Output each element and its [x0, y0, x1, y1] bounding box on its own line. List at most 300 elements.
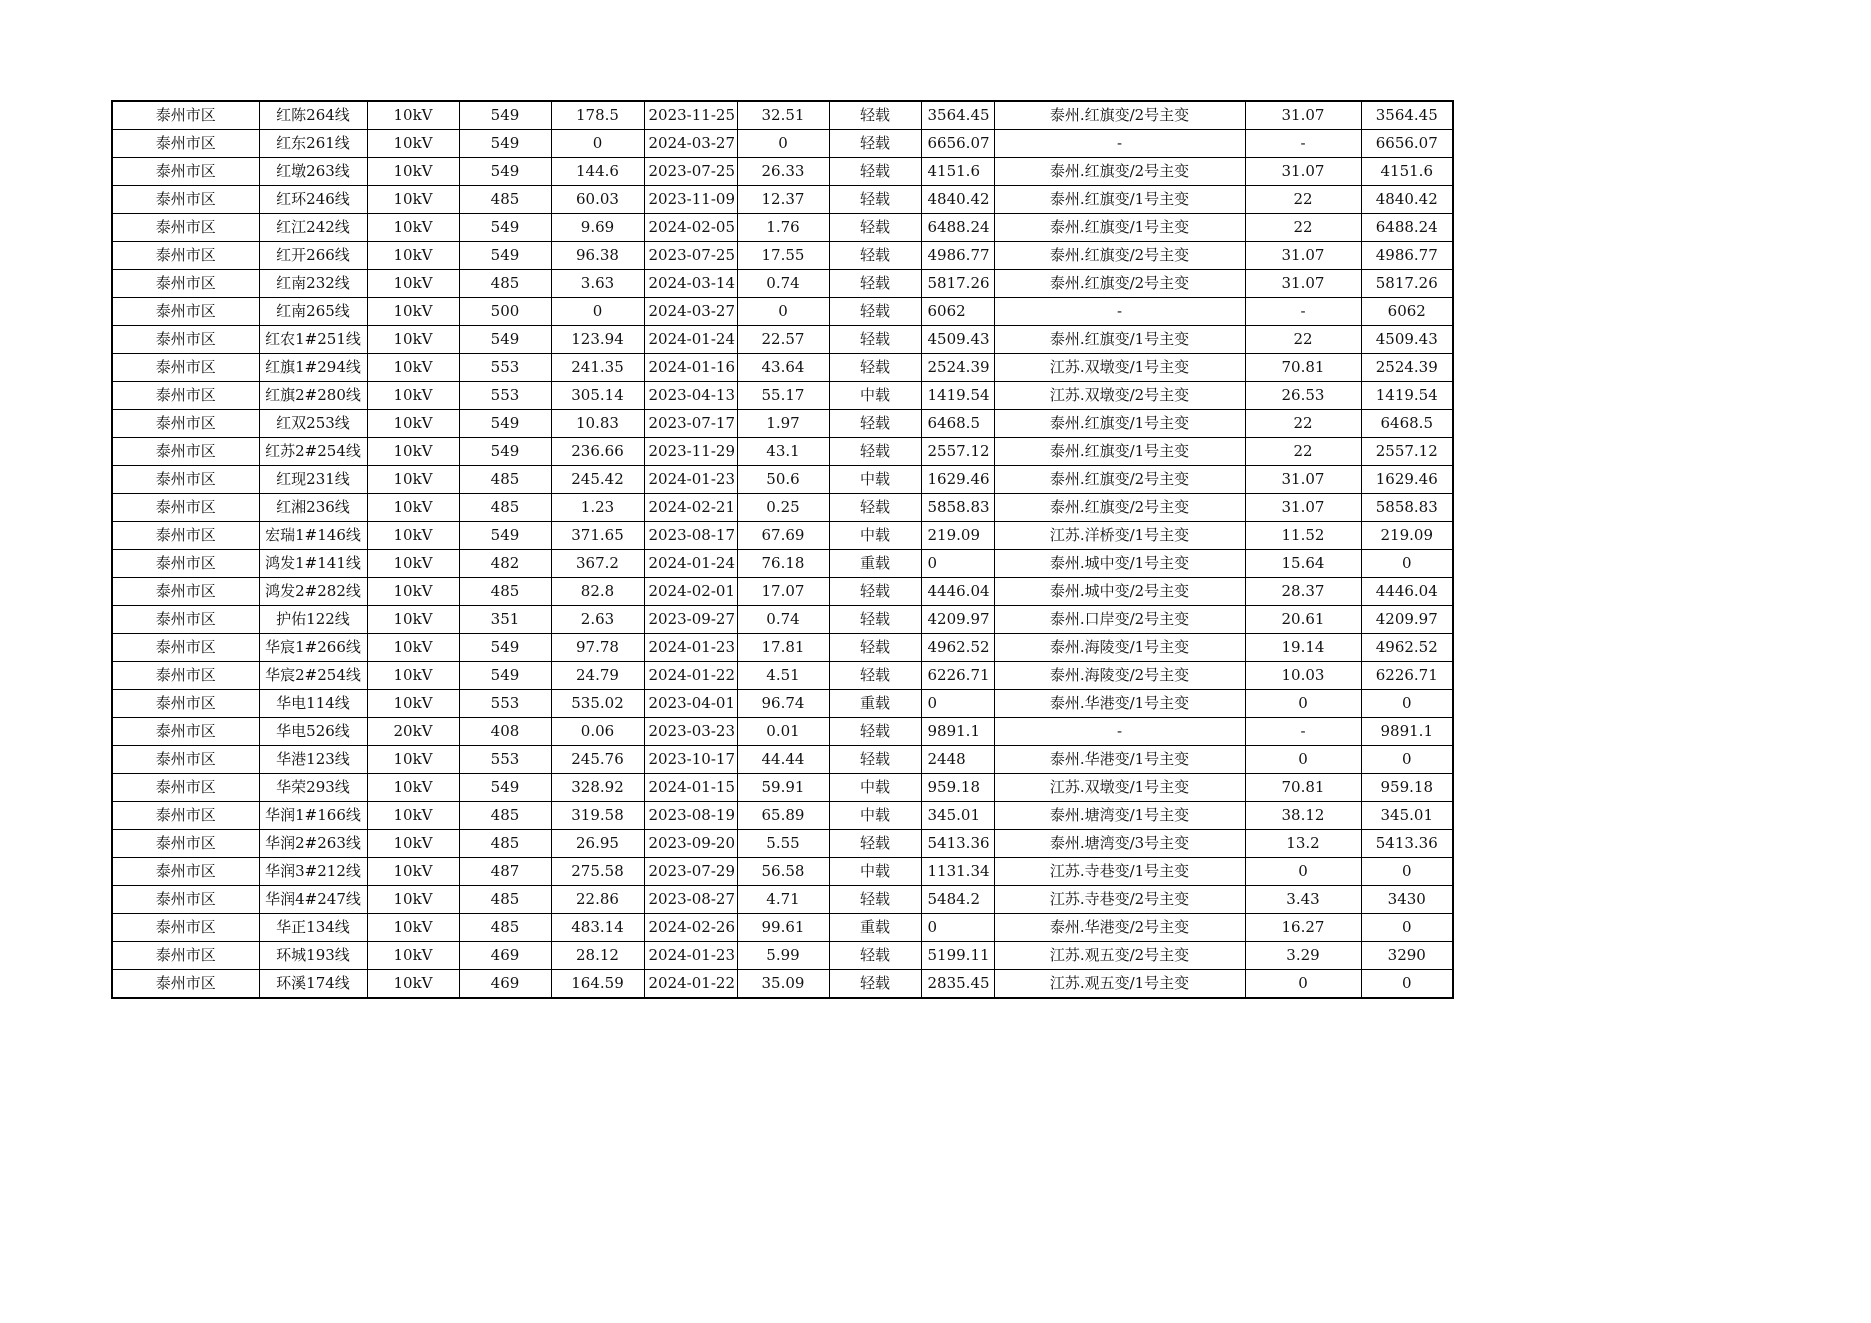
- open-capacity-cell: 6488.24: [1361, 214, 1453, 242]
- load-rate-cell: 12.37: [737, 186, 829, 214]
- district-cell: 泰州市区: [112, 522, 259, 550]
- available-capacity-cell: 5413.36: [921, 830, 994, 858]
- table-row: [112, 382, 1453, 410]
- max-current-cell: 275.58: [551, 858, 644, 886]
- district-cell: 泰州市区: [112, 438, 259, 466]
- substation-transformer-cell: 江苏.洋桥变/1号主变: [994, 522, 1245, 550]
- line-name-cell: 红南232线: [259, 270, 367, 298]
- table-row: [112, 298, 1453, 326]
- open-capacity-cell: 5858.83: [1361, 494, 1453, 522]
- max-load-date-cell: 2023-09-27: [644, 606, 737, 634]
- voltage-cell: 10kV: [367, 662, 459, 690]
- available-capacity-cell: 345.01: [921, 802, 994, 830]
- substation-transformer-cell: 泰州.城中变/2号主变: [994, 578, 1245, 606]
- available-capacity-cell: 5817.26: [921, 270, 994, 298]
- voltage-cell: 10kV: [367, 101, 459, 130]
- max-current-cell: 96.38: [551, 242, 644, 270]
- district-cell: 泰州市区: [112, 718, 259, 746]
- voltage-cell: 10kV: [367, 690, 459, 718]
- load-status-cell: 轻载: [829, 970, 921, 999]
- max-load-date-cell: 2023-11-29: [644, 438, 737, 466]
- substation-transformer-cell: 江苏.双墩变/1号主变: [994, 354, 1245, 382]
- line-name-cell: 红东261线: [259, 130, 367, 158]
- table-row: [112, 970, 1453, 999]
- load-status-cell: 轻载: [829, 298, 921, 326]
- transformer-load-rate-cell: 11.52: [1245, 522, 1361, 550]
- voltage-cell: 10kV: [367, 858, 459, 886]
- table-row: [112, 158, 1453, 186]
- voltage-cell: 10kV: [367, 746, 459, 774]
- table-row: [112, 830, 1453, 858]
- substation-transformer-cell: 泰州.红旗变/2号主变: [994, 101, 1245, 130]
- open-capacity-cell: 5413.36: [1361, 830, 1453, 858]
- load-rate-cell: 0: [737, 298, 829, 326]
- rated-capacity-cell: 408: [459, 718, 551, 746]
- transformer-load-rate-cell: 31.07: [1245, 158, 1361, 186]
- rated-capacity-cell: 549: [459, 774, 551, 802]
- table-row: [112, 438, 1453, 466]
- district-cell: 泰州市区: [112, 354, 259, 382]
- rated-capacity-cell: 549: [459, 662, 551, 690]
- open-capacity-cell: 5817.26: [1361, 270, 1453, 298]
- transformer-load-rate-cell: 31.07: [1245, 270, 1361, 298]
- open-capacity-cell: 2524.39: [1361, 354, 1453, 382]
- max-current-cell: 535.02: [551, 690, 644, 718]
- open-capacity-cell: 0: [1361, 914, 1453, 942]
- district-cell: 泰州市区: [112, 298, 259, 326]
- max-current-cell: 26.95: [551, 830, 644, 858]
- transformer-load-rate-cell: 0: [1245, 746, 1361, 774]
- substation-transformer-cell: 泰州.塘湾变/1号主变: [994, 802, 1245, 830]
- open-capacity-cell: 2557.12: [1361, 438, 1453, 466]
- voltage-cell: 10kV: [367, 410, 459, 438]
- load-status-cell: 中载: [829, 774, 921, 802]
- load-rate-cell: 1.97: [737, 410, 829, 438]
- available-capacity-cell: 5858.83: [921, 494, 994, 522]
- max-current-cell: 241.35: [551, 354, 644, 382]
- open-capacity-cell: 345.01: [1361, 802, 1453, 830]
- line-name-cell: 华润4#247线: [259, 886, 367, 914]
- load-rate-cell: 96.74: [737, 690, 829, 718]
- transformer-load-rate-cell: 22: [1245, 326, 1361, 354]
- rated-capacity-cell: 485: [459, 466, 551, 494]
- max-current-cell: 3.63: [551, 270, 644, 298]
- district-cell: 泰州市区: [112, 382, 259, 410]
- rated-capacity-cell: 485: [459, 802, 551, 830]
- load-rate-cell: 44.44: [737, 746, 829, 774]
- table-row: [112, 718, 1453, 746]
- table-row: [112, 690, 1453, 718]
- substation-transformer-cell: 江苏.寺巷变/2号主变: [994, 886, 1245, 914]
- voltage-cell: 10kV: [367, 830, 459, 858]
- rated-capacity-cell: 549: [459, 242, 551, 270]
- substation-transformer-cell: -: [994, 718, 1245, 746]
- load-rate-cell: 50.6: [737, 466, 829, 494]
- rated-capacity-cell: 485: [459, 186, 551, 214]
- load-rate-cell: 65.89: [737, 802, 829, 830]
- load-rate-cell: 5.99: [737, 942, 829, 970]
- voltage-cell: 10kV: [367, 438, 459, 466]
- load-rate-cell: 4.71: [737, 886, 829, 914]
- max-current-cell: 245.42: [551, 466, 644, 494]
- district-cell: 泰州市区: [112, 466, 259, 494]
- open-capacity-cell: 4151.6: [1361, 158, 1453, 186]
- load-status-cell: 轻载: [829, 438, 921, 466]
- load-status-cell: 重载: [829, 690, 921, 718]
- max-current-cell: 178.5: [551, 101, 644, 130]
- open-capacity-cell: 0: [1361, 858, 1453, 886]
- rated-capacity-cell: 549: [459, 130, 551, 158]
- transformer-load-rate-cell: 26.53: [1245, 382, 1361, 410]
- transformer-load-rate-cell: 16.27: [1245, 914, 1361, 942]
- available-capacity-cell: 4209.97: [921, 606, 994, 634]
- load-status-cell: 轻载: [829, 354, 921, 382]
- substation-transformer-cell: 泰州.红旗变/1号主变: [994, 326, 1245, 354]
- line-name-cell: 红南265线: [259, 298, 367, 326]
- max-load-date-cell: 2023-07-17: [644, 410, 737, 438]
- load-status-cell: 轻载: [829, 662, 921, 690]
- rated-capacity-cell: 553: [459, 354, 551, 382]
- table-row: [112, 774, 1453, 802]
- table-row: [112, 130, 1453, 158]
- load-rate-cell: 17.81: [737, 634, 829, 662]
- available-capacity-cell: 3564.45: [921, 101, 994, 130]
- transformer-load-rate-cell: 22: [1245, 186, 1361, 214]
- available-capacity-cell: 4840.42: [921, 186, 994, 214]
- max-load-date-cell: 2023-11-25: [644, 101, 737, 130]
- load-rate-cell: 22.57: [737, 326, 829, 354]
- available-capacity-cell: 1629.46: [921, 466, 994, 494]
- load-status-cell: 轻载: [829, 270, 921, 298]
- available-capacity-cell: 4986.77: [921, 242, 994, 270]
- table-row: [112, 606, 1453, 634]
- substation-transformer-cell: 泰州.华港变/1号主变: [994, 690, 1245, 718]
- rated-capacity-cell: 485: [459, 578, 551, 606]
- line-name-cell: 红湘236线: [259, 494, 367, 522]
- transformer-load-rate-cell: -: [1245, 718, 1361, 746]
- district-cell: 泰州市区: [112, 550, 259, 578]
- rated-capacity-cell: 500: [459, 298, 551, 326]
- line-name-cell: 鸿发2#282线: [259, 578, 367, 606]
- transformer-load-rate-cell: 38.12: [1245, 802, 1361, 830]
- available-capacity-cell: 2557.12: [921, 438, 994, 466]
- line-name-cell: 红江242线: [259, 214, 367, 242]
- available-capacity-cell: 6062: [921, 298, 994, 326]
- max-current-cell: 483.14: [551, 914, 644, 942]
- district-cell: 泰州市区: [112, 690, 259, 718]
- district-cell: 泰州市区: [112, 858, 259, 886]
- open-capacity-cell: 6226.71: [1361, 662, 1453, 690]
- open-capacity-cell: 6656.07: [1361, 130, 1453, 158]
- table-row: [112, 634, 1453, 662]
- line-name-cell: 红现231线: [259, 466, 367, 494]
- rated-capacity-cell: 351: [459, 606, 551, 634]
- load-status-cell: 轻载: [829, 942, 921, 970]
- open-capacity-cell: 4509.43: [1361, 326, 1453, 354]
- available-capacity-cell: 9891.1: [921, 718, 994, 746]
- load-rate-cell: 32.51: [737, 101, 829, 130]
- voltage-cell: 10kV: [367, 466, 459, 494]
- max-current-cell: 123.94: [551, 326, 644, 354]
- available-capacity-cell: 6226.71: [921, 662, 994, 690]
- max-load-date-cell: 2023-08-19: [644, 802, 737, 830]
- line-name-cell: 红陈264线: [259, 101, 367, 130]
- open-capacity-cell: 4209.97: [1361, 606, 1453, 634]
- load-status-cell: 轻载: [829, 746, 921, 774]
- available-capacity-cell: 1419.54: [921, 382, 994, 410]
- table-row: [112, 578, 1453, 606]
- voltage-cell: 10kV: [367, 634, 459, 662]
- max-current-cell: 328.92: [551, 774, 644, 802]
- line-name-cell: 环溪174线: [259, 970, 367, 999]
- line-name-cell: 红墩263线: [259, 158, 367, 186]
- transformer-load-rate-cell: 20.61: [1245, 606, 1361, 634]
- max-load-date-cell: 2023-09-20: [644, 830, 737, 858]
- substation-transformer-cell: 泰州.城中变/1号主变: [994, 550, 1245, 578]
- open-capacity-cell: 3564.45: [1361, 101, 1453, 130]
- max-load-date-cell: 2023-04-01: [644, 690, 737, 718]
- voltage-cell: 10kV: [367, 354, 459, 382]
- district-cell: 泰州市区: [112, 494, 259, 522]
- rated-capacity-cell: 485: [459, 270, 551, 298]
- substation-transformer-cell: 泰州.红旗变/1号主变: [994, 438, 1245, 466]
- max-current-cell: 24.79: [551, 662, 644, 690]
- feeder-load-table: [111, 100, 1454, 999]
- load-status-cell: 轻载: [829, 886, 921, 914]
- max-current-cell: 144.6: [551, 158, 644, 186]
- line-name-cell: 华港123线: [259, 746, 367, 774]
- substation-transformer-cell: 泰州.红旗变/2号主变: [994, 494, 1245, 522]
- transformer-load-rate-cell: 70.81: [1245, 354, 1361, 382]
- transformer-load-rate-cell: 10.03: [1245, 662, 1361, 690]
- substation-transformer-cell: 泰州.华港变/1号主变: [994, 746, 1245, 774]
- load-rate-cell: 1.76: [737, 214, 829, 242]
- open-capacity-cell: 0: [1361, 746, 1453, 774]
- line-name-cell: 红苏2#254线: [259, 438, 367, 466]
- table-row: [112, 746, 1453, 774]
- rated-capacity-cell: 487: [459, 858, 551, 886]
- line-name-cell: 华润3#212线: [259, 858, 367, 886]
- load-status-cell: 轻载: [829, 718, 921, 746]
- load-rate-cell: 0: [737, 130, 829, 158]
- substation-transformer-cell: 江苏.寺巷变/1号主变: [994, 858, 1245, 886]
- substation-transformer-cell: 泰州.红旗变/2号主变: [994, 242, 1245, 270]
- table-row: [112, 550, 1453, 578]
- max-current-cell: 22.86: [551, 886, 644, 914]
- max-load-date-cell: 2024-01-23: [644, 942, 737, 970]
- available-capacity-cell: 1131.34: [921, 858, 994, 886]
- max-load-date-cell: 2024-01-23: [644, 634, 737, 662]
- load-status-cell: 轻载: [829, 326, 921, 354]
- load-status-cell: 中载: [829, 802, 921, 830]
- rated-capacity-cell: 485: [459, 830, 551, 858]
- table-row: [112, 326, 1453, 354]
- available-capacity-cell: 959.18: [921, 774, 994, 802]
- load-rate-cell: 5.55: [737, 830, 829, 858]
- transformer-load-rate-cell: 31.07: [1245, 466, 1361, 494]
- transformer-load-rate-cell: 22: [1245, 214, 1361, 242]
- district-cell: 泰州市区: [112, 886, 259, 914]
- transformer-load-rate-cell: 22: [1245, 438, 1361, 466]
- max-current-cell: 371.65: [551, 522, 644, 550]
- voltage-cell: 10kV: [367, 914, 459, 942]
- rated-capacity-cell: 482: [459, 550, 551, 578]
- district-cell: 泰州市区: [112, 326, 259, 354]
- district-cell: 泰州市区: [112, 970, 259, 999]
- voltage-cell: 10kV: [367, 494, 459, 522]
- rated-capacity-cell: 549: [459, 101, 551, 130]
- max-current-cell: 60.03: [551, 186, 644, 214]
- voltage-cell: 10kV: [367, 578, 459, 606]
- substation-transformer-cell: -: [994, 298, 1245, 326]
- open-capacity-cell: 1629.46: [1361, 466, 1453, 494]
- line-name-cell: 红双253线: [259, 410, 367, 438]
- max-current-cell: 367.2: [551, 550, 644, 578]
- transformer-load-rate-cell: 31.07: [1245, 242, 1361, 270]
- district-cell: 泰州市区: [112, 830, 259, 858]
- voltage-cell: 10kV: [367, 130, 459, 158]
- load-status-cell: 轻载: [829, 242, 921, 270]
- table-row: [112, 186, 1453, 214]
- available-capacity-cell: 0: [921, 690, 994, 718]
- transformer-load-rate-cell: 31.07: [1245, 494, 1361, 522]
- transformer-load-rate-cell: -: [1245, 130, 1361, 158]
- line-name-cell: 华润2#263线: [259, 830, 367, 858]
- voltage-cell: 10kV: [367, 214, 459, 242]
- max-current-cell: 0: [551, 130, 644, 158]
- voltage-cell: 10kV: [367, 326, 459, 354]
- max-current-cell: 1.23: [551, 494, 644, 522]
- transformer-load-rate-cell: -: [1245, 298, 1361, 326]
- substation-transformer-cell: 泰州.红旗变/1号主变: [994, 186, 1245, 214]
- district-cell: 泰州市区: [112, 214, 259, 242]
- district-cell: 泰州市区: [112, 270, 259, 298]
- max-current-cell: 0.06: [551, 718, 644, 746]
- load-rate-cell: 67.69: [737, 522, 829, 550]
- load-status-cell: 轻载: [829, 494, 921, 522]
- district-cell: 泰州市区: [112, 410, 259, 438]
- substation-transformer-cell: 江苏.观五变/2号主变: [994, 942, 1245, 970]
- district-cell: 泰州市区: [112, 606, 259, 634]
- max-load-date-cell: 2024-02-05: [644, 214, 737, 242]
- max-current-cell: 245.76: [551, 746, 644, 774]
- table-row: [112, 858, 1453, 886]
- voltage-cell: 10kV: [367, 298, 459, 326]
- available-capacity-cell: 6656.07: [921, 130, 994, 158]
- available-capacity-cell: 4151.6: [921, 158, 994, 186]
- max-load-date-cell: 2024-01-15: [644, 774, 737, 802]
- open-capacity-cell: 0: [1361, 690, 1453, 718]
- max-current-cell: 305.14: [551, 382, 644, 410]
- table-row: [112, 410, 1453, 438]
- available-capacity-cell: 4446.04: [921, 578, 994, 606]
- voltage-cell: 10kV: [367, 774, 459, 802]
- rated-capacity-cell: 469: [459, 942, 551, 970]
- open-capacity-cell: 0: [1361, 550, 1453, 578]
- table-row: [112, 914, 1453, 942]
- load-status-cell: 轻载: [829, 158, 921, 186]
- available-capacity-cell: 219.09: [921, 522, 994, 550]
- voltage-cell: 20kV: [367, 718, 459, 746]
- load-rate-cell: 0.74: [737, 606, 829, 634]
- max-load-date-cell: 2023-11-09: [644, 186, 737, 214]
- voltage-cell: 10kV: [367, 270, 459, 298]
- transformer-load-rate-cell: 15.64: [1245, 550, 1361, 578]
- district-cell: 泰州市区: [112, 942, 259, 970]
- available-capacity-cell: 4962.52: [921, 634, 994, 662]
- open-capacity-cell: 3290: [1361, 942, 1453, 970]
- district-cell: 泰州市区: [112, 634, 259, 662]
- voltage-cell: 10kV: [367, 606, 459, 634]
- max-load-date-cell: 2024-01-24: [644, 550, 737, 578]
- available-capacity-cell: 5484.2: [921, 886, 994, 914]
- rated-capacity-cell: 485: [459, 886, 551, 914]
- substation-transformer-cell: 泰州.红旗变/2号主变: [994, 158, 1245, 186]
- open-capacity-cell: 6062: [1361, 298, 1453, 326]
- load-status-cell: 中载: [829, 858, 921, 886]
- load-status-cell: 轻载: [829, 830, 921, 858]
- max-current-cell: 236.66: [551, 438, 644, 466]
- max-load-date-cell: 2023-10-17: [644, 746, 737, 774]
- open-capacity-cell: 4962.52: [1361, 634, 1453, 662]
- available-capacity-cell: 4509.43: [921, 326, 994, 354]
- load-rate-cell: 26.33: [737, 158, 829, 186]
- max-load-date-cell: 2024-01-22: [644, 970, 737, 999]
- district-cell: 泰州市区: [112, 101, 259, 130]
- voltage-cell: 10kV: [367, 186, 459, 214]
- substation-transformer-cell: 泰州.红旗变/1号主变: [994, 214, 1245, 242]
- rated-capacity-cell: 549: [459, 438, 551, 466]
- open-capacity-cell: 4986.77: [1361, 242, 1453, 270]
- load-rate-cell: 56.58: [737, 858, 829, 886]
- substation-transformer-cell: -: [994, 130, 1245, 158]
- load-status-cell: 重载: [829, 550, 921, 578]
- rated-capacity-cell: 485: [459, 494, 551, 522]
- open-capacity-cell: 0: [1361, 970, 1453, 999]
- max-load-date-cell: 2023-07-25: [644, 242, 737, 270]
- max-current-cell: 82.8: [551, 578, 644, 606]
- table-row: [112, 662, 1453, 690]
- max-load-date-cell: 2023-08-27: [644, 886, 737, 914]
- substation-transformer-cell: 泰州.塘湾变/3号主变: [994, 830, 1245, 858]
- open-capacity-cell: 1419.54: [1361, 382, 1453, 410]
- load-rate-cell: 76.18: [737, 550, 829, 578]
- max-load-date-cell: 2023-04-13: [644, 382, 737, 410]
- transformer-load-rate-cell: 0: [1245, 970, 1361, 999]
- max-load-date-cell: 2024-02-21: [644, 494, 737, 522]
- line-name-cell: 鸿发1#141线: [259, 550, 367, 578]
- table-row: [112, 242, 1453, 270]
- voltage-cell: 10kV: [367, 970, 459, 999]
- open-capacity-cell: 4446.04: [1361, 578, 1453, 606]
- rated-capacity-cell: 549: [459, 326, 551, 354]
- line-name-cell: 护佑122线: [259, 606, 367, 634]
- max-load-date-cell: 2024-03-27: [644, 130, 737, 158]
- available-capacity-cell: 2524.39: [921, 354, 994, 382]
- rated-capacity-cell: 549: [459, 158, 551, 186]
- load-rate-cell: 55.17: [737, 382, 829, 410]
- available-capacity-cell: 6468.5: [921, 410, 994, 438]
- max-load-date-cell: 2023-03-23: [644, 718, 737, 746]
- max-load-date-cell: 2024-03-14: [644, 270, 737, 298]
- line-name-cell: 红农1#251线: [259, 326, 367, 354]
- max-current-cell: 10.83: [551, 410, 644, 438]
- open-capacity-cell: 4840.42: [1361, 186, 1453, 214]
- max-current-cell: 28.12: [551, 942, 644, 970]
- substation-transformer-cell: 泰州.红旗变/1号主变: [994, 410, 1245, 438]
- load-rate-cell: 4.51: [737, 662, 829, 690]
- line-name-cell: 红旗2#280线: [259, 382, 367, 410]
